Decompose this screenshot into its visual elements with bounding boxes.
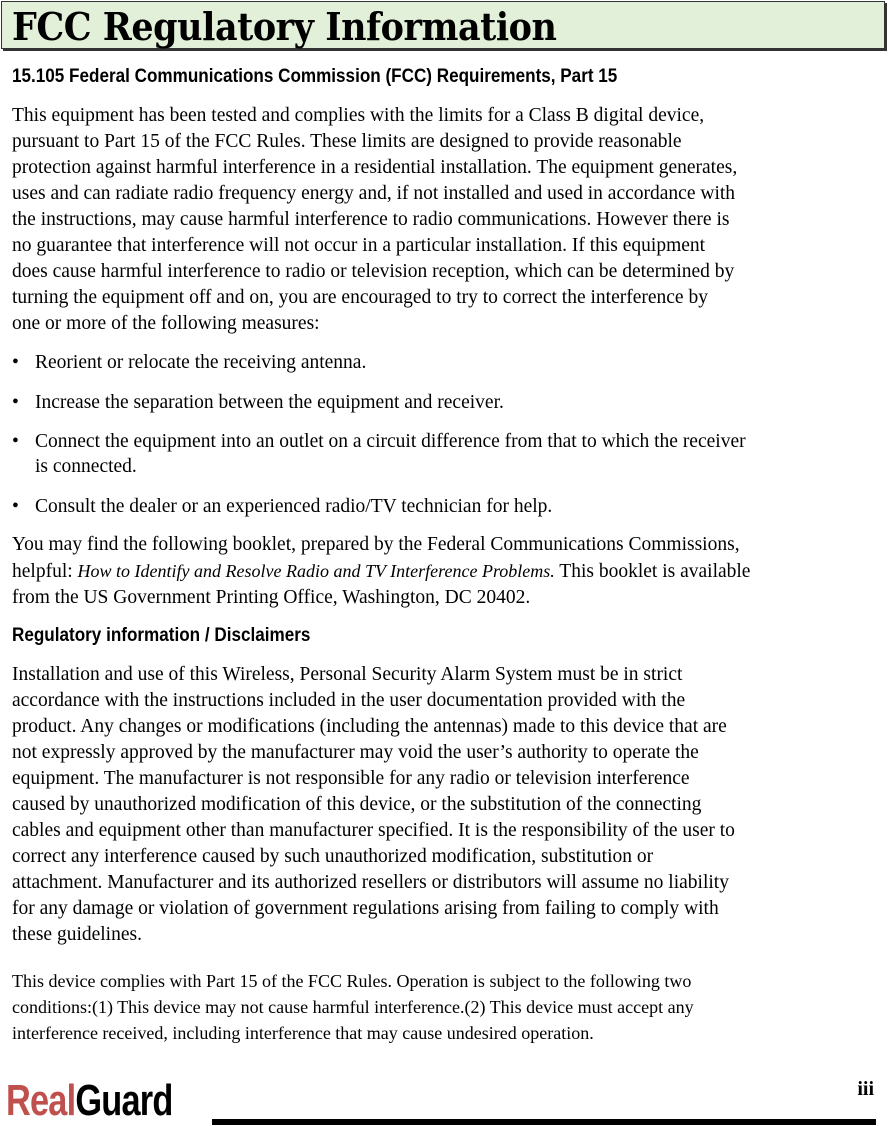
text-line: caused by unauthorized modification of this device, or the substitution of the connecting xyxy=(12,794,702,815)
text-line: from the US Government Printing Office, Washington, DC 20402. xyxy=(12,587,531,608)
bullet-text: Increase the separation between the equipment and receiver. xyxy=(35,392,504,413)
text-line: equipment. The manufacturer is not responsible for any radio or television interference xyxy=(12,768,690,789)
text-line: correct any interference caused by such unauthorized modification, substitution or xyxy=(12,846,654,867)
footer-rule xyxy=(212,1119,876,1125)
text-line: for any damage or violation of government regulations arising from failing to comply with xyxy=(12,898,719,919)
text-line: product. Any changes or modifications (including the antennas) made to this device that are xyxy=(12,716,727,737)
text-line: accordance with the instructions included in the user documentation provided with the xyxy=(12,690,686,711)
realguard-logo xyxy=(6,1078,173,1124)
text-line: conditions:(1) This device may not cause harmful interference.(2) This device must accept any xyxy=(12,997,694,1017)
text-line: does cause harmful interference to radio or television reception, which can be determined by xyxy=(12,261,735,282)
booklet-paragraph xyxy=(12,532,750,611)
list-item xyxy=(12,390,504,415)
text-line: these guidelines. xyxy=(12,924,142,945)
text-line: no guarantee that interference will not occur in a particular installation. If this equipment xyxy=(12,235,706,256)
logo-real: Real xyxy=(6,1076,76,1125)
disclaimer-paragraph xyxy=(12,662,735,948)
bullet-icon: • xyxy=(12,352,19,373)
bullet-text: Reorient or relocate the receiving antenna. xyxy=(35,352,367,373)
text-line: not expressly approved by the manufacturer may void the user’s authority to operate the xyxy=(12,742,699,763)
logo-guard: Guard xyxy=(75,1076,173,1125)
text: helpful: xyxy=(12,561,78,582)
text-line: This equipment has been tested and complies with the limits for a Class B digital device, xyxy=(12,105,705,126)
text-line: protection against harmful interference in a residential installation. The equipment generates, xyxy=(12,157,738,178)
text-line: Installation and use of this Wireless, Personal Security Alarm System must be in strict xyxy=(12,664,683,685)
text-line: cables and equipment other than manufacturer specified. It is the responsibility of the user to xyxy=(12,820,735,841)
booklet-title: How to Identify and Resolve Radio and TV Interference Problems. xyxy=(77,561,555,581)
list-item xyxy=(12,350,366,375)
text-line: one or more of the following measures: xyxy=(12,313,320,334)
text-line: You may find the following booklet, prepared by the Federal Communications Commissions, xyxy=(12,534,740,555)
text-line: the instructions, may cause harmful interference to radio communications. However there is xyxy=(12,209,730,230)
page-number: iii xyxy=(857,1078,874,1100)
page-title: FCC Regulatory Information xyxy=(12,4,557,49)
text-line: turning the equipment off and on, you are encouraged to try to correct the interference by xyxy=(12,287,708,308)
bullet-text: is connected. xyxy=(35,456,137,477)
text: This booklet is available xyxy=(554,561,751,582)
bullet-icon: • xyxy=(12,392,19,413)
bullet-icon: • xyxy=(12,496,19,517)
text-line: pursuant to Part 15 of the FCC Rules. These limits are designed to provide reasonable xyxy=(12,131,682,152)
text-line xyxy=(12,558,750,585)
text-line: This device complies with Part 15 of the FCC Rules. Operation is subject to the following two xyxy=(12,971,692,991)
bullet-text: Consult the dealer or an experienced radio/TV technician for help. xyxy=(35,496,553,517)
text-line: attachment. Manufacturer and its authorized resellers or distributors will assume no liability xyxy=(12,872,729,893)
text-line: uses and can radiate radio frequency energy and, if not installed and used in accordance with xyxy=(12,183,736,204)
list-item xyxy=(12,494,552,519)
section-heading-disclaimers: Regulatory information / Disclaimers xyxy=(12,625,311,646)
fcc-paragraph xyxy=(12,103,737,337)
bullet-text: Connect the equipment into an outlet on a circuit difference from that to which the receiver xyxy=(35,431,746,452)
text-line: interference received, including interference that may cause undesired operation. xyxy=(12,1023,594,1043)
part15-paragraph xyxy=(12,968,694,1046)
section-heading-fcc-part15: 15.105 Federal Communications Commission (FCC) Requirements, Part 15 xyxy=(12,66,618,87)
title-banner xyxy=(1,1,885,49)
list-item xyxy=(12,429,746,479)
bullet-icon: • xyxy=(12,431,19,452)
